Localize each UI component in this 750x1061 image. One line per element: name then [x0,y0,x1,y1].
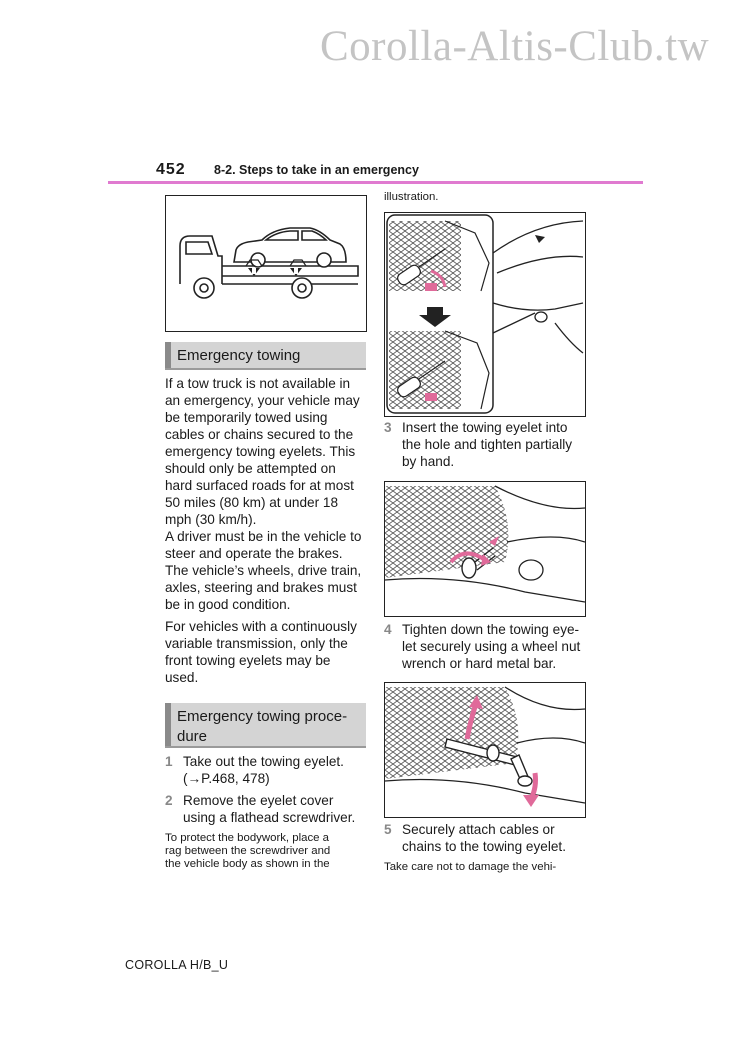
text-line: should only be attempted on [165,461,336,476]
text-line: The vehicle’s wheels, drive train, [165,563,362,578]
heading-emergency-towing: Emergency towing [165,342,366,370]
step-1 [165,753,370,787]
text-line: To protect the bodywork, place a [165,832,329,844]
eyelet-cover-removal-illustration [384,212,586,417]
step-line: Insert the towing eyelet into [402,420,568,435]
step-line: Remove the eyelet cover [183,793,334,808]
page-number: 452 [156,161,186,178]
step-4 [384,621,594,672]
text-line: the vehicle body as shown in the [165,858,330,870]
text-line: hard surfaced roads for at most [165,478,354,493]
step-number: 2 [165,793,173,808]
step-number: 5 [384,822,392,837]
text-line: For vehicles with a continuously [165,619,357,634]
text-line: rag between the screwdriver and [165,845,331,857]
tighten-eyelet-illustration [384,682,586,818]
text-line: mph (30 km/h). [165,512,257,527]
intro-paragraph [165,375,370,613]
step-3 [384,419,594,470]
step-line: (→P.468, 478) [183,771,270,786]
step-line: using a flathead screwdriver. [183,810,356,825]
text-line: be in good condition. [165,597,291,612]
step-2 [165,792,370,826]
continued-text-bottom: Take care not to damage the vehi- [384,861,557,873]
text-line: variable transmission, only the [165,636,348,651]
step-number: 1 [165,754,173,769]
text-line: an emergency, your vehicle may [165,393,360,408]
text-line: 50 miles (80 km) at under 18 [165,495,339,510]
text-line: steer and operate the brakes. [165,546,343,561]
step-line: Securely attach cables or [402,822,555,837]
bodywork-note [165,832,370,871]
step-line: Tighten down the towing eye- [402,622,580,637]
heading-towing-procedure: Emergency towing proce- dure [165,703,366,748]
tow-truck-illustration [165,195,367,332]
section-title: 8-2. Steps to take in an emergency [214,163,419,177]
watermark: Corolla-Altis-Club.tw [320,23,710,70]
text-line: A driver must be in the vehicle to [165,529,362,544]
text-line: cables or chains secured to the [165,427,354,442]
step-number: 4 [384,622,392,637]
footer-model-code: COROLLA H/B_U [125,958,229,972]
step-line: chains to the towing eyelet. [402,839,566,854]
step-line: let securely using a wheel nut [402,639,581,654]
text-line: axles, steering and brakes must [165,580,357,595]
continued-text-top: illustration. [384,191,439,203]
step-line: the hole and tighten partially [402,437,573,452]
text-line: If a tow truck is not available in [165,376,351,391]
text-line: front towing eyelets may be [165,653,331,668]
step-line: Take out the towing eyelet. [183,754,344,769]
insert-eyelet-illustration [384,481,586,617]
text-line: emergency towing eyelets. This [165,444,356,459]
text-line: used. [165,670,199,685]
header-rule [108,181,643,184]
text-line: be temporarily towed using [165,410,328,425]
step-line: by hand. [402,454,455,469]
cvt-paragraph [165,618,370,686]
step-number: 3 [384,420,392,435]
step-5 [384,821,594,855]
step-line: wrench or hard metal bar. [402,656,557,671]
